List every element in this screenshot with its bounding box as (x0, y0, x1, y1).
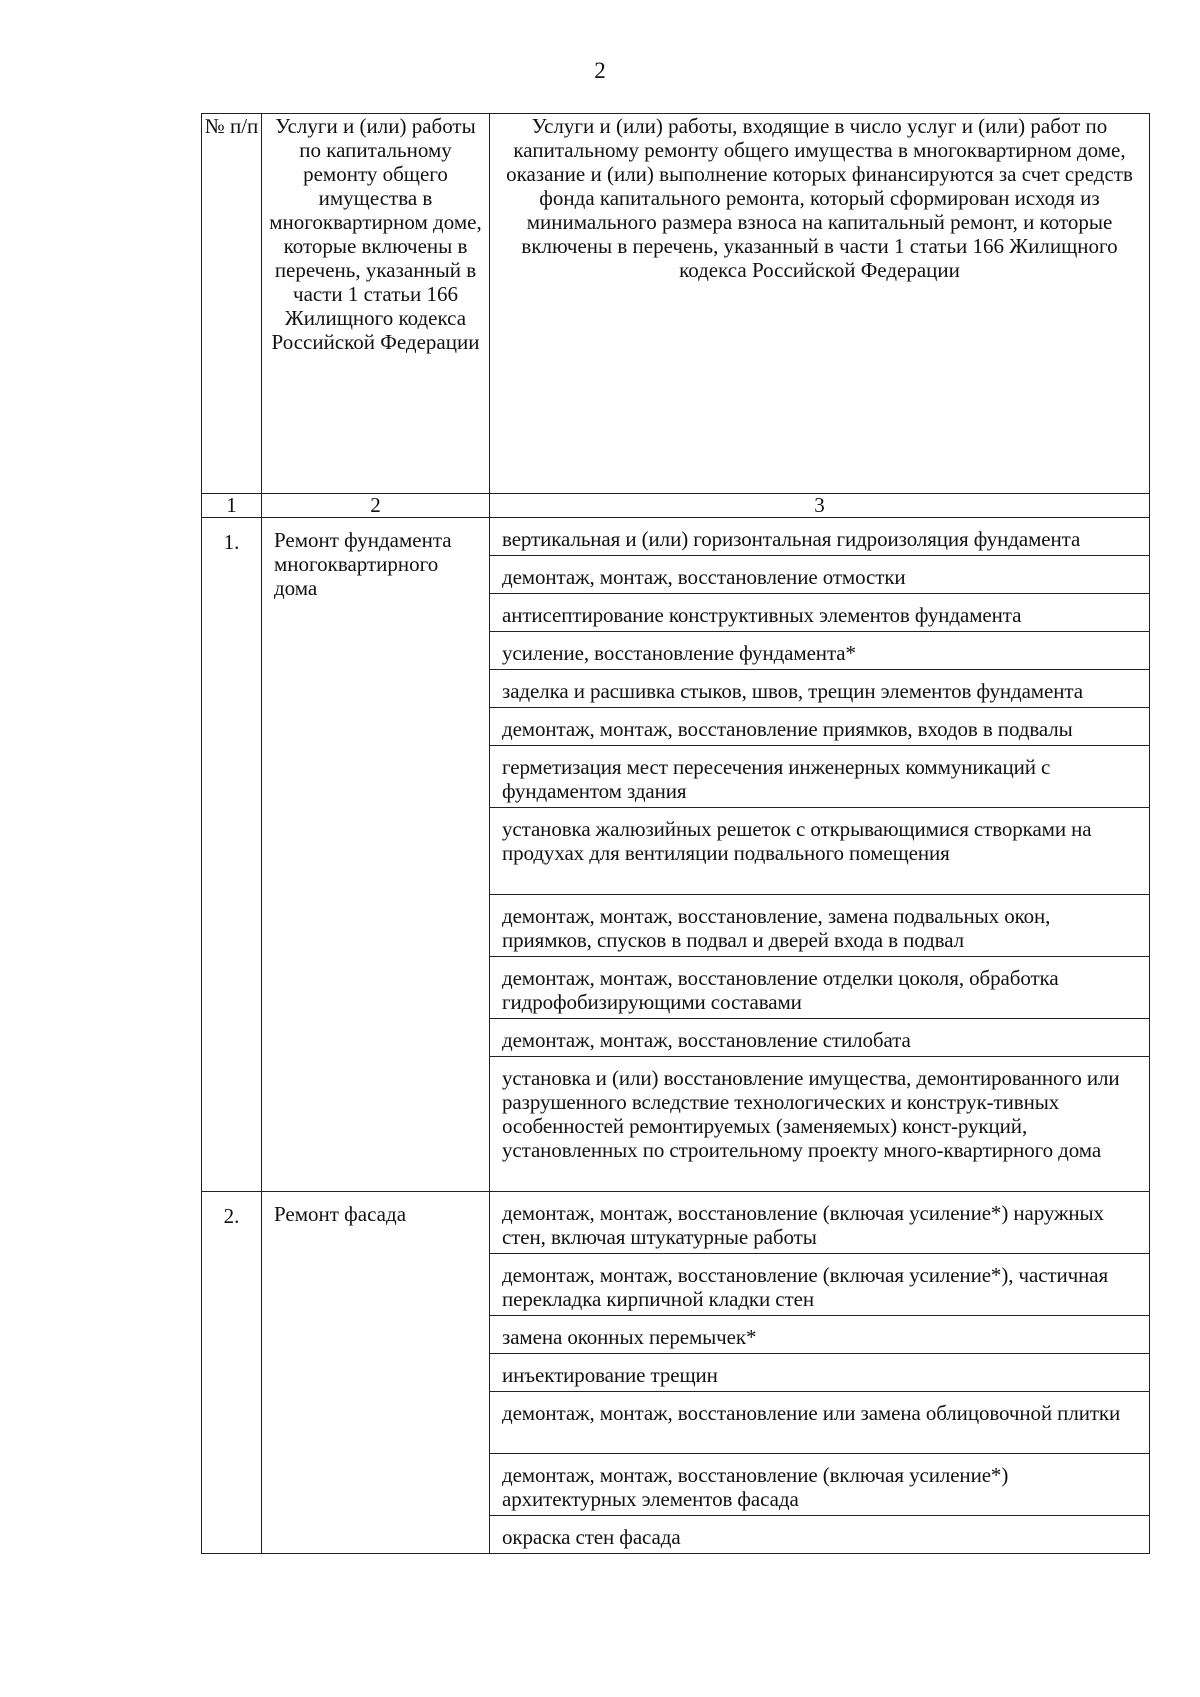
column-number: 3 (490, 494, 1150, 518)
work-item: демонтаж, монтаж, восстановление, замена подвальных окон, приямков, спусков в подвал и дверей входа в подвал (490, 895, 1149, 957)
column-number: 2 (262, 494, 490, 518)
table-header-row (202, 114, 1150, 494)
column-numbers-row (202, 494, 1150, 518)
work-item: инъектирование трещин (490, 1354, 1149, 1392)
column-number: 1 (202, 494, 262, 518)
work-item: заделка и расшивка стыков, швов, трещин элементов фундамента (490, 670, 1149, 708)
table-row (202, 518, 1150, 1192)
works-list (490, 518, 1150, 1192)
work-item: установка жалюзийных решеток с открывающимися створками на продухах для вентиляции подвального помещения (490, 808, 1149, 895)
service-name: Ремонт фасада (262, 1192, 490, 1554)
capital-repair-works-table (201, 113, 1150, 1554)
work-item: установка и (или) восстановление имущества, демонтированного или разрушенного вследствие технологических и конструк-тивных особенностей ремонтируемых (заменяемых) конст-рукций, установленных по строительному проекту много-квартирного дома (502, 1066, 1120, 1162)
work-item: демонтаж, монтаж, восстановление отделки цоколя, обработка гидрофобизирующими составами (490, 957, 1149, 1019)
work-item: демонтаж, монтаж, восстановление (включая усиление*) наружных стен, включая штукатурные работы (490, 1192, 1149, 1254)
work-item: демонтаж, монтаж, восстановление (включая усиление*), частичная перекладка кирпичной кладки стен (490, 1254, 1149, 1316)
work-item: демонтаж, монтаж, восстановление (включая усиление*) архитектурных элементов фасада (490, 1454, 1149, 1516)
work-item: демонтаж, монтаж, восстановление приямков, входов в подвалы (490, 708, 1149, 746)
work-item: антисептирование конструктивных элементов фундамента (490, 594, 1149, 632)
work-item: усиление, восстановление фундамента* (490, 632, 1149, 670)
service-name: Ремонт фундамента многоквартирного дома (262, 518, 490, 1192)
work-item: замена оконных перемычек* (490, 1316, 1149, 1354)
row-number: 2. (202, 1192, 262, 1554)
work-item: демонтаж, монтаж, восстановление или замена облицовочной плитки (490, 1392, 1149, 1454)
work-item: демонтаж, монтаж, восстановление отмостки (490, 556, 1149, 594)
work-item: герметизация мест пересечения инженерных коммуникаций с фундаментом здания (490, 746, 1149, 808)
work-item: демонтаж, монтаж, восстановление стилобата (490, 1019, 1149, 1057)
page-number: 2 (594, 58, 606, 83)
header-service-cell: Услуги и (или) работы по капитальному ремонту общего имущества в многоквартирном доме, которые включены в перечень, указанный в части 1 статьи 166 Жилищного кодекса Российской Федерации (262, 114, 490, 494)
table-row (202, 1192, 1150, 1554)
work-item: вертикальная и (или) горизонтальная гидроизоляция фундамента (490, 518, 1149, 556)
header-number-cell: № п/п (202, 114, 262, 494)
header-works-cell: Услуги и (или) работы, входящие в число услуг и (или) работ по капитальному ремонту общего имущества в многоквартирном доме, оказание и (или) выполнение которых финансируются за счет средств фонда капитального ремонта, который сформирован исходя из минимального размера взноса на капитальный ремонт, и которые включены в перечень, указанный в части 1 статьи 166 Жилищного кодекса Российской Федерации (490, 114, 1150, 494)
work-item: окраска стен фасада (502, 1525, 681, 1549)
row-number: 1. (202, 518, 262, 1192)
works-list (490, 1192, 1150, 1554)
